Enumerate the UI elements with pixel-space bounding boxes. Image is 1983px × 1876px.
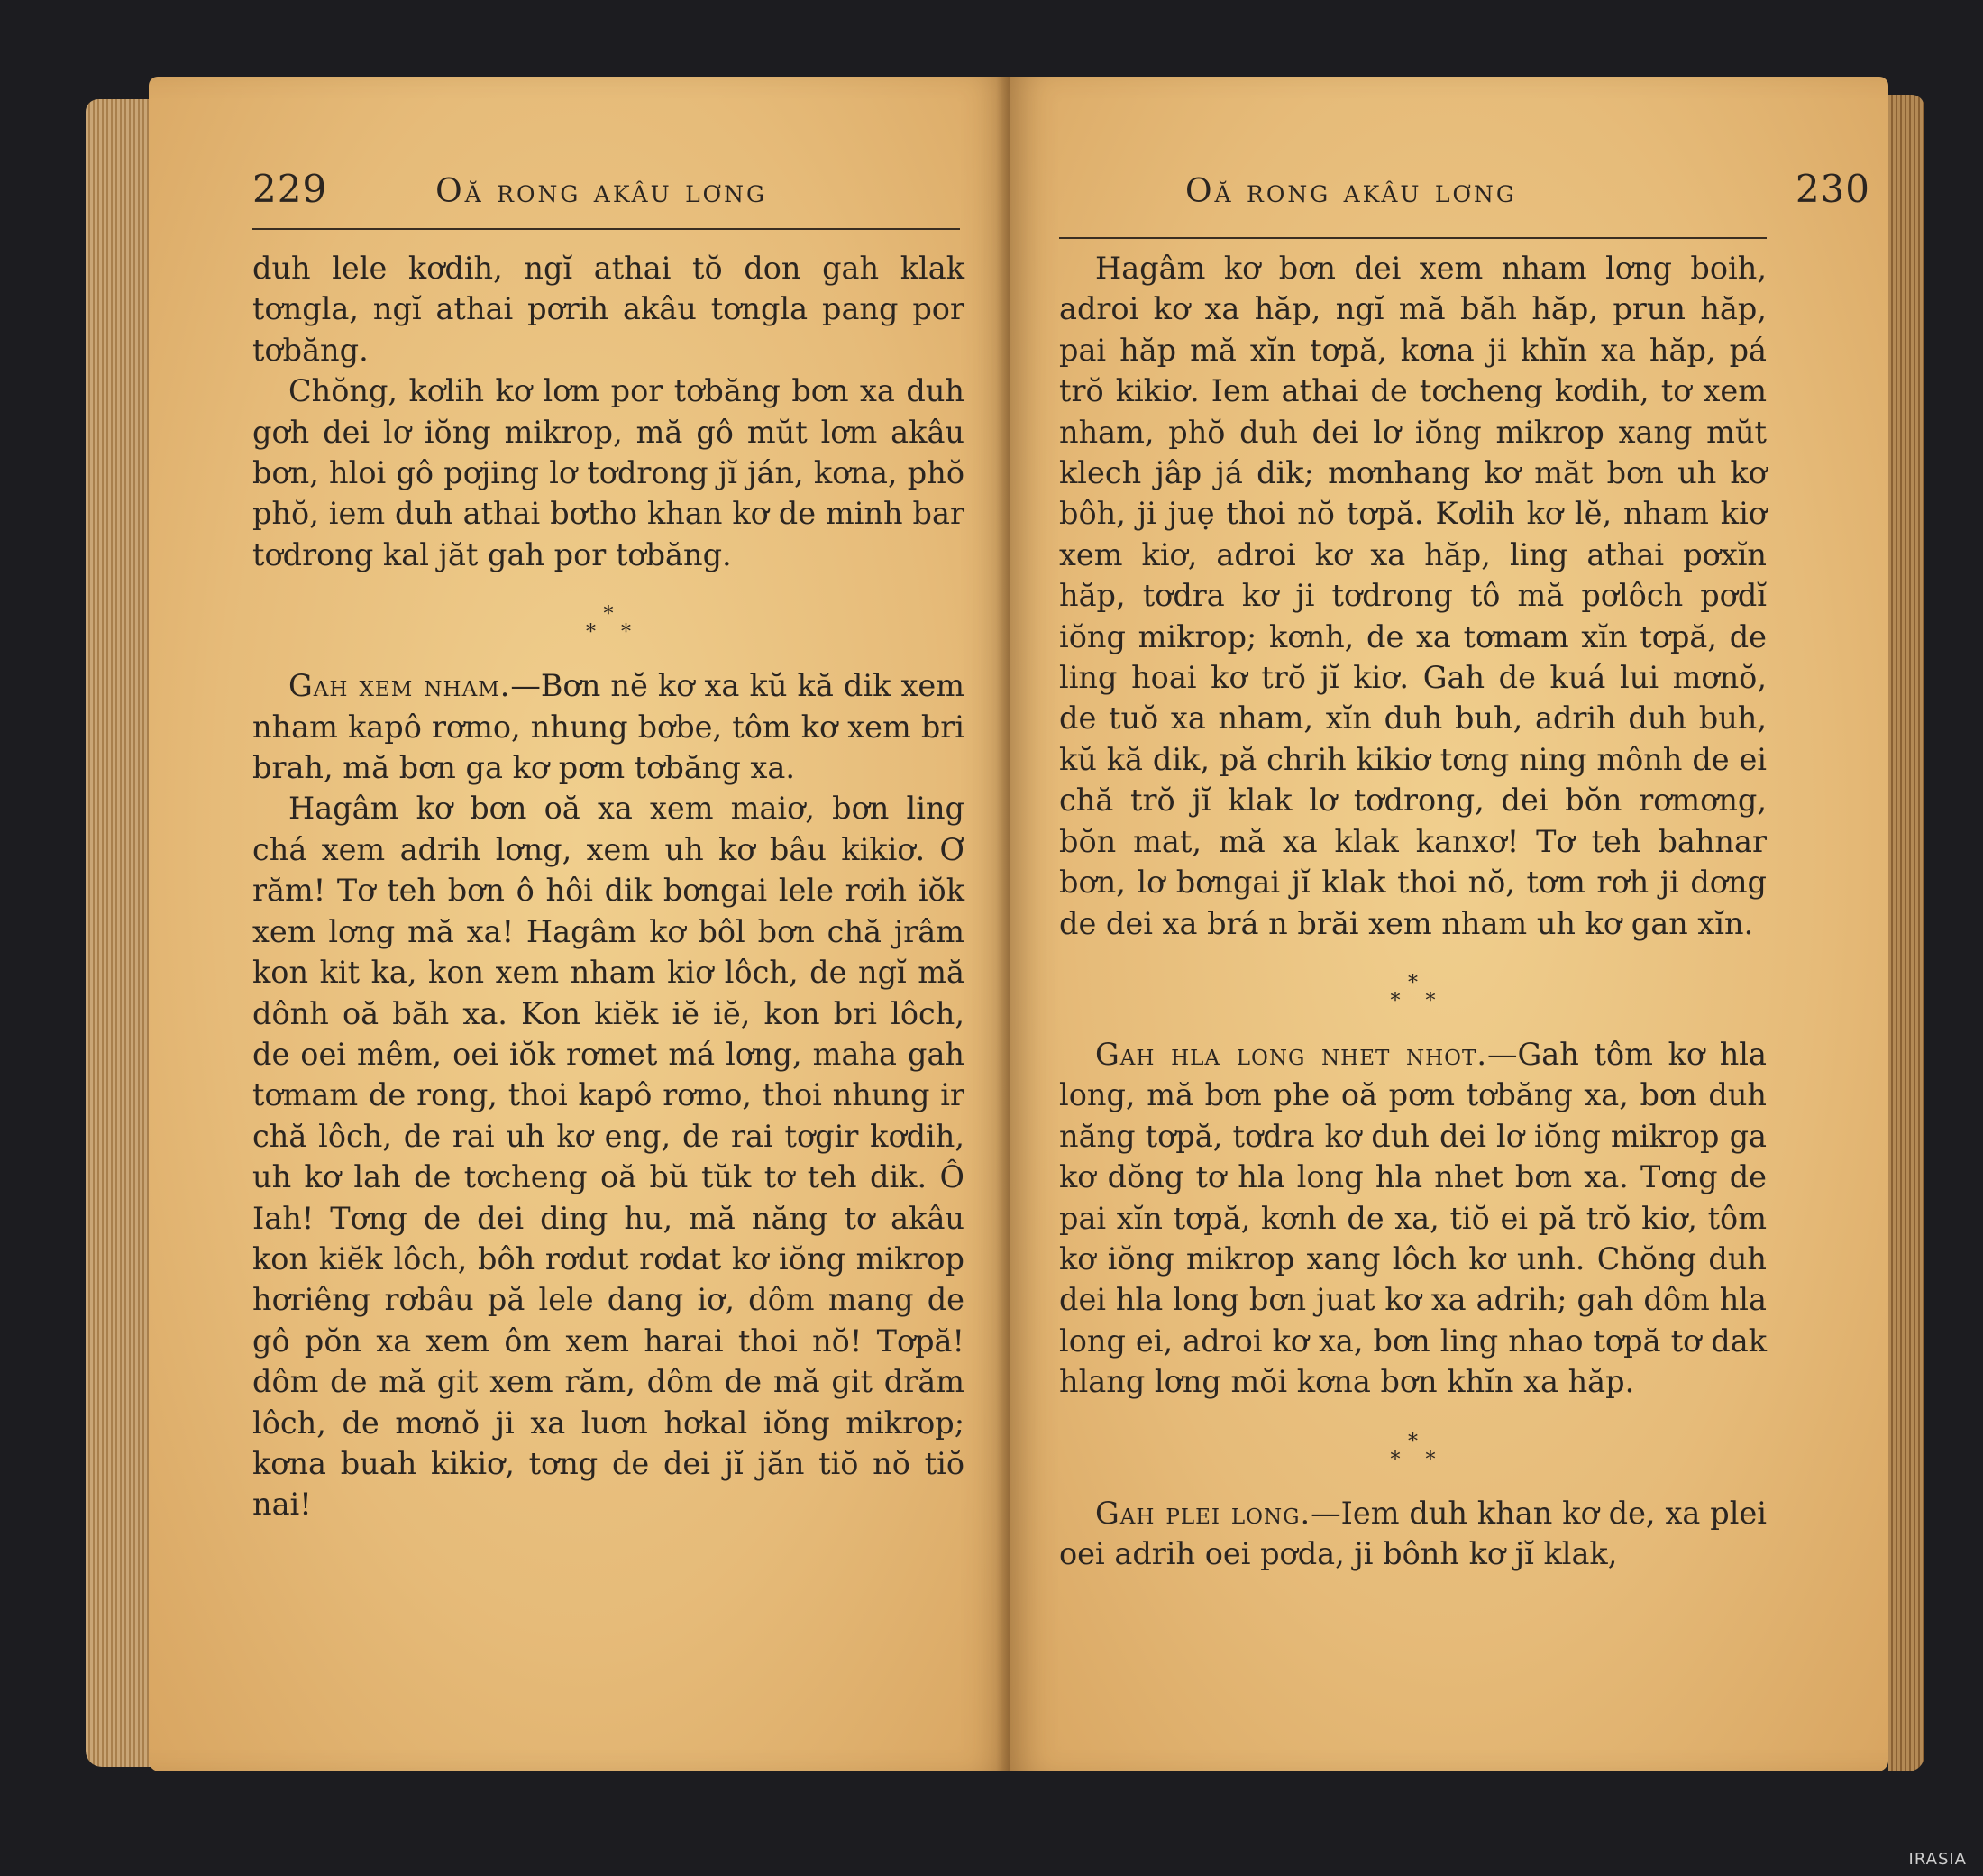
- left-page-body: [252, 248, 964, 1525]
- section-separator: * * *: [1390, 971, 1436, 1012]
- page-edges-right: [1888, 95, 1924, 1771]
- paragraph: —Gah tôm kơ hla long, mă bơn phe oă pơm tơbăng xa, bơn duh năng tơpă, tơdra kơ duh dei lơ iŏng mikrop ga kơ dŏng tơ hla long hla nhet bơn xa. Tơng de pai xĭn tơpă, kơnh de xa, tiŏ ei pă trŏ kiơ, tôm kơ iŏng mikrop xang lôch kơ unh. Chŏng duh dei hla long bơn juat kơ xa adrih; gah dôm hla long ei, adroi kơ xa, bơn ling nhao tơpă tơ dak hlang lơng mŏi kơna bơn khĭn xa hăp.: [1059, 1036, 1767, 1400]
- left-page-header: [252, 167, 964, 211]
- paragraph: Hagâm kơ bơn oă xa xem maiơ, bơn ling chá xem adrih lơng, xem uh kơ bâu kikiơ. Ơ răm! Tơ teh bơn ô hôi dik bơngai lele rơih iŏk xem lơng mă xa! Hagâm kơ bôl bơn chă jrâm kon kit ka, kon xem nham kiơ lôch, de ngĭ mă dônh oă băh xa. Kon kiĕk iĕ iĕ, kon bri lôch, de oei mêm, oei iŏk rơmet má lơng, maha gah tơmam de rong, thoi kapô rơmo, thoi nhung ir chă lôch, de rai uh kơ eng, de rai tơgir kơdih, uh kơ lah de tơcheng oă bŭ tŭk tơ teh dik. Ô Iah! Tơng de dei ding hu, mă năng tơ akâu kon kiĕk lôch, bôh rơdut rơdat kơ iŏng mikrop hơriêng rơbâu pă lele dang iơ, dôm mang de gô pŏn xa xem ôm xem harai thoi nŏ! Tơpă! dôm de mă git xem răm, dôm de mă git drăm lôch, de mơnŏ ji xa luơn hơkal iŏng mikrop; kơna buah kikiơ, tơng de dei jĭ jăn tiŏ nŏ tiŏ nai!: [252, 791, 964, 1523]
- open-book: [86, 77, 1924, 1780]
- left-page: [149, 77, 1010, 1771]
- section: [252, 665, 964, 788]
- right-page: [1010, 77, 1888, 1771]
- running-title: Oă rong akâu lơng: [1185, 173, 1517, 210]
- paragraph: —Iem duh khan kơ de, xa plei oei adrih oei pơda, ji bônh kơ jĭ klak,: [1059, 1495, 1767, 1571]
- section-heading: Gah hla long nhet nhot.: [1095, 1036, 1488, 1072]
- section: [1059, 1493, 1767, 1575]
- page-number: 230: [1795, 167, 1870, 211]
- watermark: IRASIA: [1908, 1850, 1967, 1869]
- paragraph: Hagâm kơ bơn dei xem nham lơng boih, adroi kơ xa hăp, ngĭ mă băh hăp, prun hăp, pai hăp mă xĭn tơpă, kơna ji khĭn xa hăp, pá trŏ kikiơ. Iem athai de tơcheng kơdih, tơ xem nham, phŏ duh dei lơ iŏng mikrop xang mŭt klech jâp já dik; mơnhang kơ măt bơn uh kơ bôh, ji juẹ thoi nŏ tơpă. Kơlih kơ lĕ, nham kiơ xem kiơ, adroi kơ xa hăp, ling athai pơxĭn hăp, tơdra kơ ji tơdrong tô mă pơlôch pơdĭ iŏng mikrop; kơnh, de xa tơmam xĭn tơpă, de ling hoai kơ trŏ jĭ kiơ. Gah de kuá lui mơnŏ, de tuŏ xa nham, xĭn duh buh, adrih duh buh, kŭ kă dik, pă chrih kikiơ tơng ning mônh de ei chă trŏ jĭ klak lơ tơdrong, dei bŏn rơmơng, bŏn mat, mă xa klak kanxơ! Tơ teh bahnar bơn, lơ bơngai jĭ klak thoi nŏ, tơm rơh ji dơng de dei xa brá n brăi xem nham uh kơ gan xĭn.: [1059, 251, 1767, 941]
- page-number: 229: [252, 167, 328, 211]
- right-page-body: [1059, 248, 1767, 1574]
- paragraph: Chŏng, kơlih kơ lơm por tơbăng bơn xa duh gơh dei lơ iŏng mikrop, mă gô mŭt lơm akâu bơn, hloi gô pơjing lơ tơdrong jĭ ján, kơna, phŏ phŏ, iem duh athai bơtho khan kơ de minh bar tơdrong kal jăt gah por tơbăng.: [252, 373, 964, 572]
- section-separator: * * *: [1390, 1430, 1436, 1471]
- paragraph: duh lele kơdih, ngĭ athai tŏ don gah klak tơngla, ngĭ athai pơrih akâu tơngla pang por tơbăng.: [252, 251, 964, 368]
- paragraph: —Bơn nĕ kơ xa kŭ kă dik xem nham kapô rơmo, nhung bơbe, tôm kơ xem bri brah, mă bơn ga kơ pơm tơbăng xa.: [252, 668, 964, 786]
- header-rule: [252, 228, 960, 230]
- section-heading: Gah plei long.: [1095, 1495, 1311, 1531]
- header-rule: [1059, 237, 1767, 239]
- section: [1059, 1034, 1767, 1403]
- section-heading: Gah xem nham.: [288, 668, 511, 704]
- running-title: Oă rong akâu lơng: [435, 173, 768, 210]
- section-separator: * * *: [586, 603, 631, 645]
- right-page-header: [1185, 167, 1870, 211]
